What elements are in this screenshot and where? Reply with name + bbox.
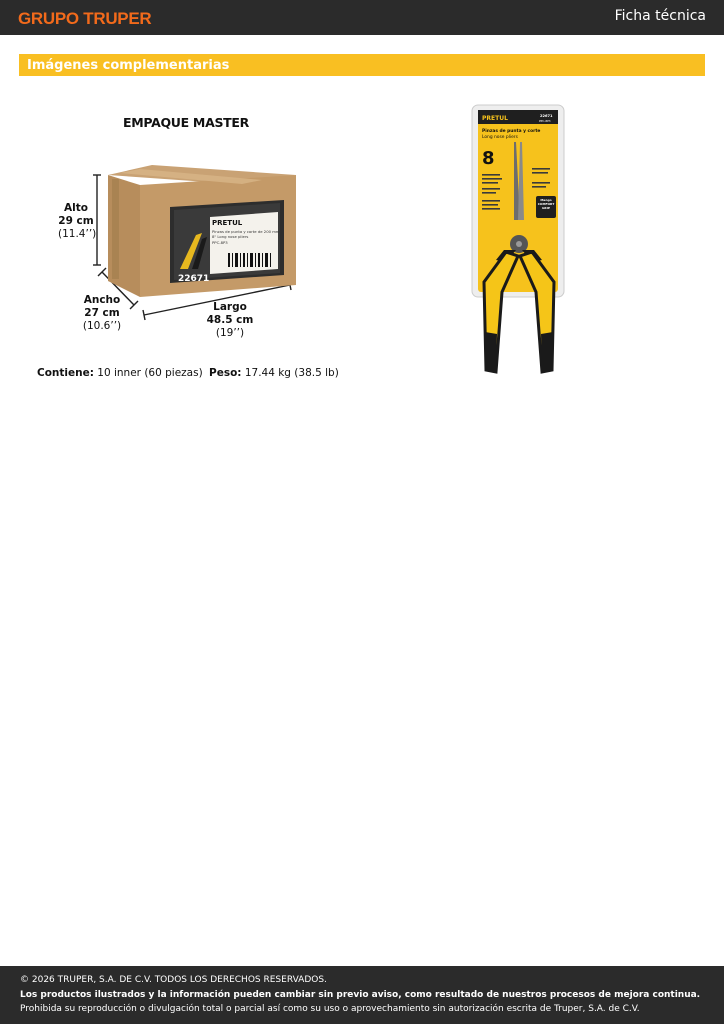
spec-contiene-value: 10 inner (60 piezas) [97, 367, 203, 379]
box-label-brand: PRETUL [212, 219, 243, 227]
package-model: PPC-8P3 [539, 119, 551, 123]
dimension-alto [58, 202, 97, 241]
spec-peso-value: 17.44 kg (38.5 lb) [244, 367, 339, 379]
spec-contiene-label: Contiene: [37, 367, 94, 379]
master-pack-title: EMPAQUE MASTER [123, 115, 249, 130]
dimension-ancho [82, 294, 122, 333]
box-label-description: Pinzas de punta y corte de 200 mm [212, 229, 280, 234]
footer [0, 966, 724, 1024]
spec-peso-label: Peso: [209, 367, 242, 379]
dimension-ancho-cm: 27 cm [84, 307, 120, 319]
dimension-largo-in: (19’’) [215, 327, 245, 339]
box-label-code: PPC-8P3 [212, 240, 228, 245]
master-pack-panel [30, 105, 339, 390]
package-title-es: Pinzas de punta y corte [482, 129, 541, 134]
header-bar [0, 0, 724, 35]
package-title-en: Long nose pliers [482, 135, 518, 140]
brand-logo: GRUPO TRUPER [18, 9, 152, 28]
document-title: Ficha técnica [614, 8, 706, 24]
section-header [19, 54, 705, 76]
dimension-ancho-in: (10.6’’) [82, 320, 122, 332]
dimension-ancho-label: Ancho [83, 294, 121, 306]
footer-copyright: © 2026 TRUPER, S.A. DE C.V. TODOS LOS DERECHOS RESERVADOS. [20, 975, 327, 985]
dimension-largo-label: Largo [213, 301, 247, 313]
footer-prohibition: Prohibida su reproducción o divulgación total o parcial así como su uso o aprovechamiento sin autorización escrita de Truper, S.A. de C.V. [20, 1004, 640, 1014]
dimension-largo-cm: 48.5 cm [206, 314, 254, 326]
box-label-description-en: 8" Long nose pliers [212, 234, 249, 239]
package-code: 22671 [540, 114, 553, 118]
package-brand: PRETUL [482, 115, 508, 122]
dimension-alto-cm: 29 cm [58, 215, 94, 227]
dimension-largo [206, 301, 254, 340]
package-badge: Mango COMFORT GRIP [537, 198, 555, 210]
dimension-alto-in: (11.4’’) [58, 228, 97, 240]
spec-peso [209, 367, 339, 379]
spec-contiene [37, 367, 203, 379]
dimension-alto-label: Alto [64, 202, 88, 214]
package-size: 8 [482, 148, 495, 169]
footer-notice: Los productos ilustrados y la información pueden cambiar sin previo aviso, como resultado de nuestros procesos de mejora continua. [20, 990, 701, 1000]
box-number: 22671 [178, 274, 210, 284]
product-package-image [466, 102, 570, 382]
section-title: Imágenes complementarias [27, 58, 230, 73]
blister-pack-illustration [466, 102, 570, 382]
